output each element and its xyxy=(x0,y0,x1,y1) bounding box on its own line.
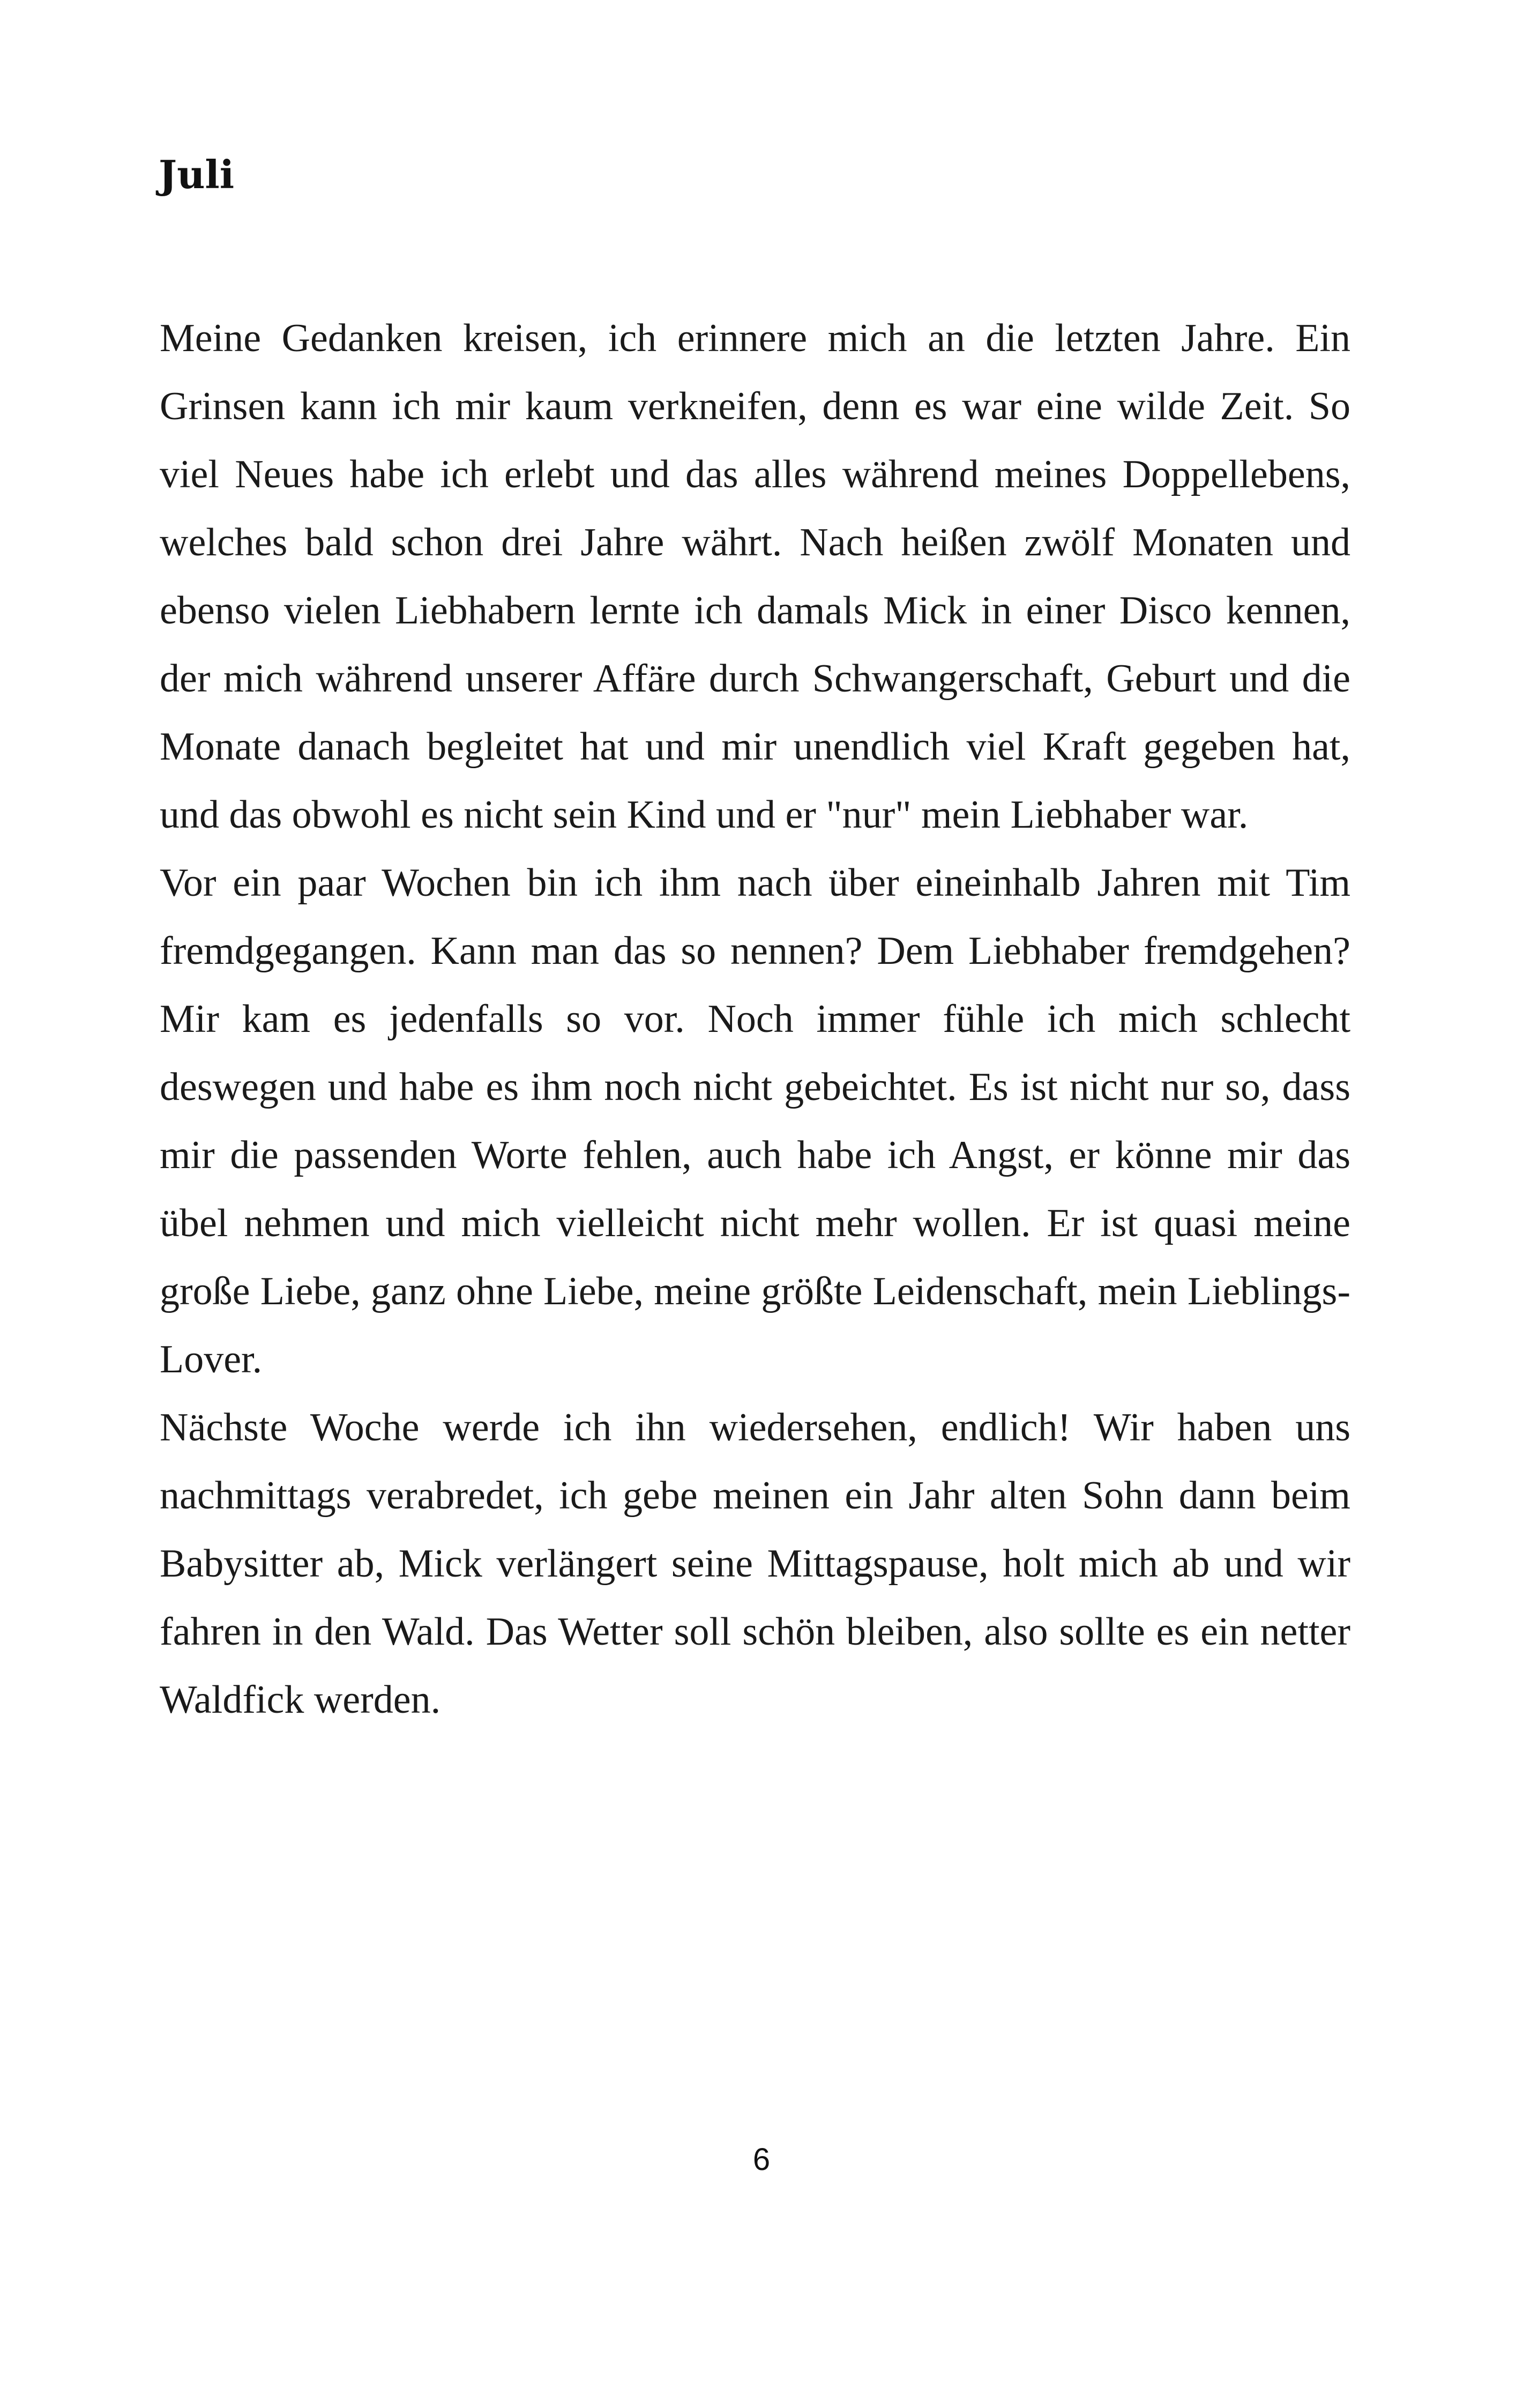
paragraph-3: Nächste Woche werde ich ihn wiedersehen, endlich! Wir haben uns nachmittags verabredet, ich gebe meinen ein Jahr alten Sohn dann beim Babysitter ab, Mick verlängert seine Mittagspause, holt mich ab und wir fahren in den Wald. Das Wetter soll schön bleiben, also sollte es ein netter Waldfick werden. xyxy=(160,1406,1350,1722)
chapter-title: Juli xyxy=(159,152,235,197)
page-number: 6 xyxy=(752,2142,771,2177)
paragraph-1: Meine Gedanken kreisen, ich erinnere mich an die letzten Jahre. Ein Grinsen kann ich mir kaum verkneifen, denn es war eine wilde Zeit. So viel Neues habe ich erlebt und das alles während meines Doppellebens, welches bald schon drei Jahre währt. Nach heißen zwölf Monaten und ebenso vielen Liebhabern lernte ich damals Mick in einer Disco kennen, der mich während unserer Affäre durch Schwangerschaft, Geburt und die Monate danach begleitet hat und mir unendlich viel Kraft gegeben hat, und das obwohl es nicht sein Kind und er "nur" mein Liebhaber war. xyxy=(160,316,1350,837)
body-text xyxy=(160,304,1350,1734)
paragraph-2: Vor ein paar Wochen bin ich ihm nach über eineinhalb Jahren mit Tim fremdgegangen. Kann man das so nennen? Dem Liebhaber fremdgehen? Mir kam es jedenfalls so vor. Noch immer fühle ich mich schlecht deswegen und habe es ihm noch nicht gebeichtet. Es ist nicht nur so, dass mir die passenden Worte fehlen, auch habe ich Angst, er könne mir das übel nehmen und mich vielleicht nicht mehr wollen. Er ist quasi meine große Liebe, ganz ohne Liebe, meine größte Leidenschaft, mein Lieblings-Lover. xyxy=(160,861,1350,1381)
